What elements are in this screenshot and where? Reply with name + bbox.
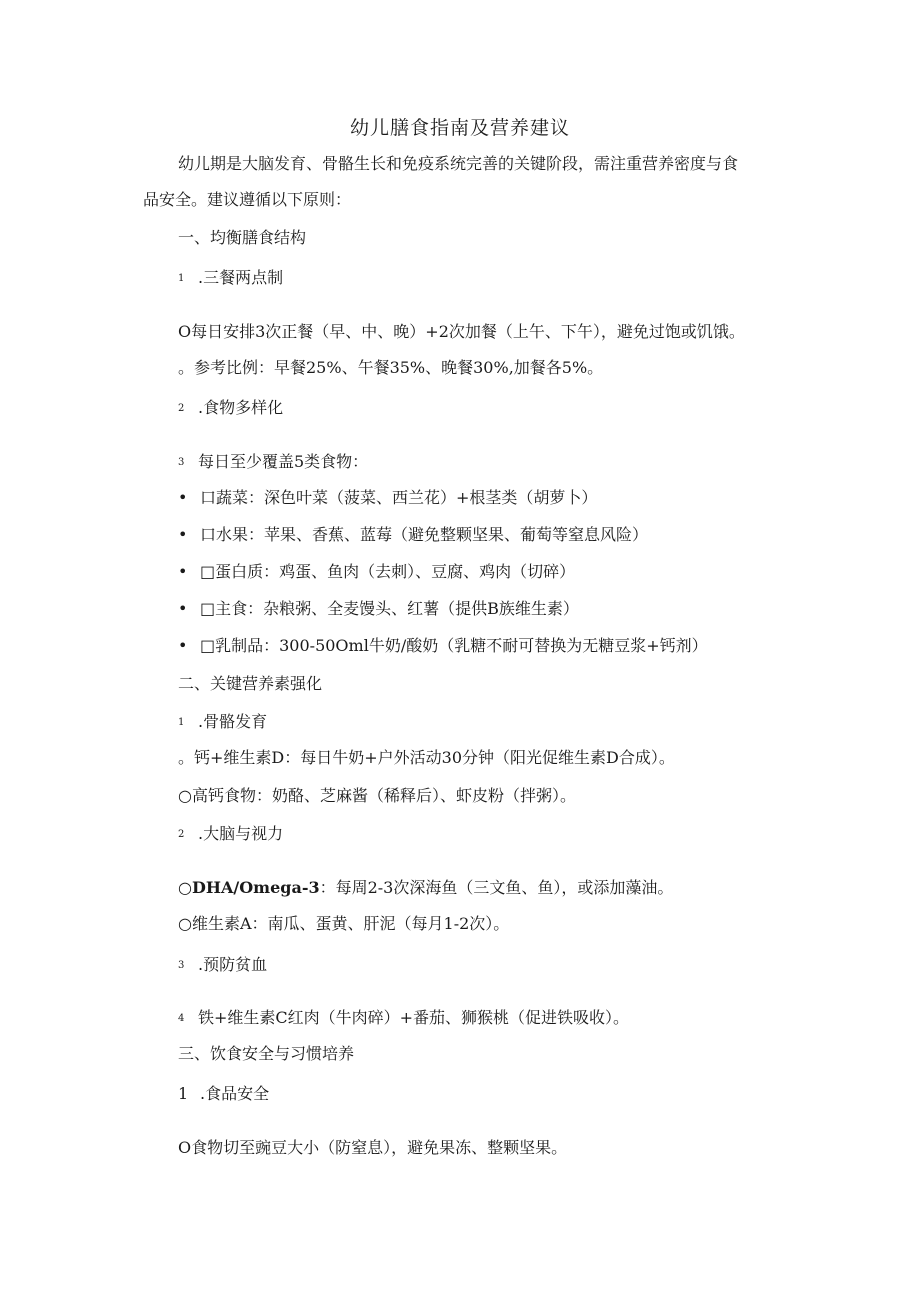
food-bullet-2 <box>178 525 648 545</box>
sub-text: 铁+维生素C红肉（牛肉碎）+番茄、狮猴桃（促进铁吸收）。 <box>198 1008 630 1027</box>
section-2-sub-4 <box>178 1008 629 1029</box>
section-2-item-4: ○维生素A：南瓜、蛋黄、肝泥（每月1-2次）。 <box>178 914 510 933</box>
bullet-glyph: • <box>178 599 188 618</box>
food-bullet-4 <box>178 599 579 619</box>
sub-text: .食品安全 <box>200 1084 270 1103</box>
sub-number: 1 <box>178 716 185 728</box>
section-1-item-1: O每日安排3次正餐（早、中、晚）+2次加餐（上午、下午），避免过饱或饥饿。 <box>178 322 745 341</box>
bullet-text: □乳制品：300-50Oml牛奶/酸奶（乳糖不耐可替换为无糖豆浆+钙剂） <box>200 636 708 655</box>
sub-text: .三餐两点制 <box>198 268 284 287</box>
sub-number: 3 <box>178 456 185 468</box>
section-2-item-2: ○高钙食物：奶酪、芝麻酱（稀释后）、虾皮粉（拌粥）。 <box>178 786 576 805</box>
sub-text: .食物多样化 <box>198 398 284 417</box>
section-3-item-1: O食物切至豌豆大小（防窒息），避免果冻、整颗坚果。 <box>178 1138 568 1157</box>
intro-line-2: 品安全。建议遵循以下原则： <box>143 190 352 209</box>
sub-number: 3 <box>178 959 185 971</box>
sub-text: .骨骼发育 <box>198 712 268 731</box>
section-1-heading: 一、均衡膳食结构 <box>178 228 307 247</box>
section-2-item-1: 。钙+维生素D：每日牛奶+户外活动30分钟（阳光促维生素D合成）。 <box>178 748 675 767</box>
section-2-sub-1 <box>178 712 267 733</box>
bullet-text: 口蔬菜：深色叶菜（菠菜、西兰花）+根茎类（胡萝卜） <box>200 488 598 507</box>
sub-text: .大脑与视力 <box>198 824 284 843</box>
sub-number: 1 <box>178 272 185 284</box>
food-bullet-5 <box>178 636 708 656</box>
bullet-glyph: • <box>178 562 188 581</box>
section-3-heading: 三、饮食安全与习惯培养 <box>178 1044 355 1063</box>
document-title: 幼儿膳食指南及营养建议 <box>349 117 570 139</box>
food-bullet-1 <box>178 488 597 508</box>
section-1-item-2: 。参考比例：早餐25%、午餐35%、晚餐30%,加餐各5%。 <box>178 358 604 377</box>
bullet-glyph: • <box>178 525 188 544</box>
section-2-heading: 二、关键营养素强化 <box>178 674 323 693</box>
section-2-item-3 <box>178 878 673 898</box>
section-2-sub-3 <box>178 955 267 976</box>
intro-line-1: 幼儿期是大脑发育、骨骼生长和免疫系统完善的关键阶段，需注重营养密度与食 <box>178 154 739 173</box>
section-1-sub-1 <box>178 268 283 289</box>
item-prefix: ○ <box>178 878 192 897</box>
section-1-sub-3 <box>178 452 368 473</box>
sub-text: .预防贫血 <box>198 955 268 974</box>
sub-number: 2 <box>178 402 185 414</box>
sub-number: 2 <box>178 828 185 840</box>
sub-number: 1 <box>178 1084 189 1103</box>
food-bullet-3 <box>178 562 575 582</box>
bullet-text: □主食：杂粮粥、全麦馒头、红薯（提供B族维生素） <box>200 599 579 618</box>
section-3-sub-1 <box>178 1084 269 1104</box>
section-1-sub-2 <box>178 398 283 419</box>
section-2-sub-2 <box>178 824 283 845</box>
bullet-glyph: • <box>178 488 188 507</box>
dha-label: DHA/Omega-3 <box>191 878 320 897</box>
bullet-glyph: • <box>178 636 188 655</box>
sub-text: 每日至少覆盖5类食物： <box>198 452 369 471</box>
sub-number: 4 <box>178 1012 185 1024</box>
bullet-text: □蛋白质：鸡蛋、鱼肉（去刺）、豆腐、鸡肉（切碎） <box>200 562 576 581</box>
item-text: ：每周2-3次深海鱼（三文鱼、鱼），或添加藻油。 <box>319 878 674 897</box>
bullet-text: 口水果：苹果、香蕉、蓝莓（避免整颗坚果、葡萄等窒息风险） <box>200 525 649 544</box>
